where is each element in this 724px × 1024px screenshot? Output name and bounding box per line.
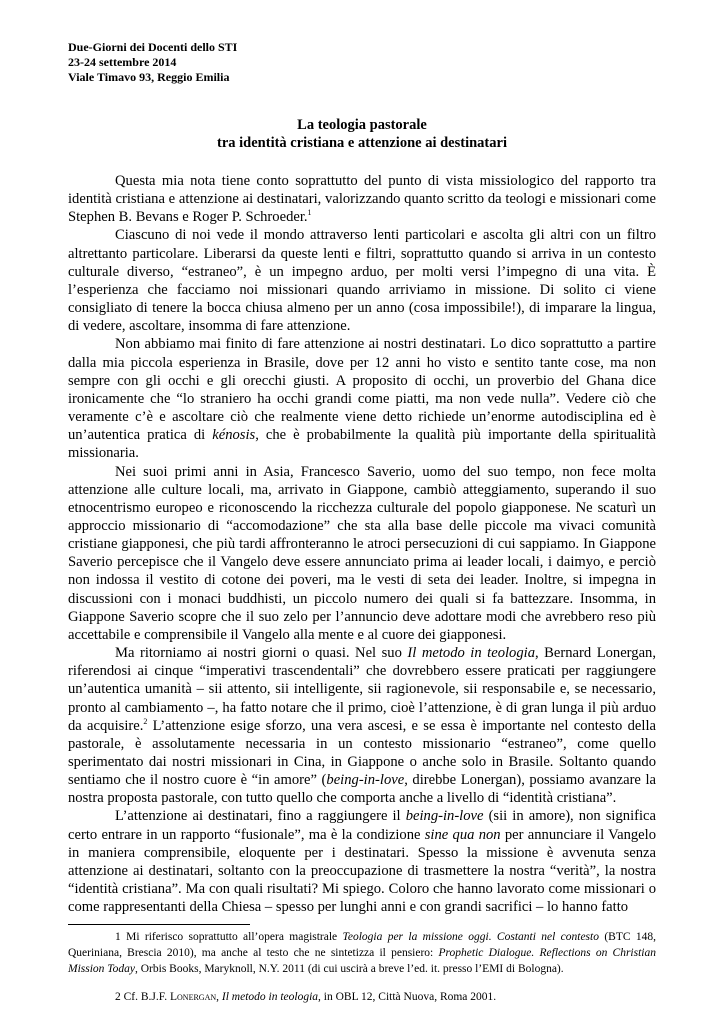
- header-event-address: Viale Timavo 93, Reggio Emilia: [68, 70, 230, 84]
- footnote-text: Cf. B.J.F.: [120, 991, 170, 1004]
- footnotes: [68, 929, 656, 1005]
- footnote-text: ,: [216, 991, 222, 1004]
- italic-book-title: Teologia per la missione oggi. Costanti nel contesto: [342, 931, 599, 944]
- footnote-ref-1[interactable]: 1: [307, 208, 312, 218]
- footnote-2: [68, 989, 656, 1005]
- footnote-number: 2: [115, 991, 121, 1004]
- paragraph-text: L’attenzione ai destinatari, fino a raggiungere il: [115, 808, 406, 825]
- title-line-2: tra identità cristiana e attenzione ai destinatari: [217, 135, 507, 151]
- paragraph-text: , Bernard Lonergan, riferendosi ai cinque “imperativi trascendentali” che dovrebbero essere praticati per raggiungere un’autentica umanità – sii attento, sii intelligente, sii ragionevole, sii responsabile e, se necessario, pronto al cambiamento –, ha fatto notare che il primo, cioè l’attenzione, è di gran lunga il più arduo da acquisire.: [68, 645, 656, 734]
- paragraph-text: per annunciare il Vangelo in maniera comprensibile, eloquente per i destinatari. Spesso la missione è avvenuta senza attenzione ai destinatari, soltanto con la preoccupazione di trasmettere la nostra “verità”, la nostra “identità cristiana”. Ma con quali risultati? Mi spiego. Coloro che hanno lavorato come missionari o come rappresentanti della Chiesa – spesso per lunghi anni e con grandi sacrifici – lo hanno fatto: [68, 826, 656, 916]
- paragraph-4: [68, 463, 656, 645]
- header-event-name: Due-Giorni dei Docenti dello STI: [68, 40, 238, 54]
- document-header: [68, 40, 656, 85]
- paragraph-3: [68, 335, 656, 462]
- paragraph-text: L’attenzione esige sforzo, una vera ascesi, e se essa è importante nel contesto della pastorale, è assolutamente necessaria in un contesto missionario “estraneo”, come quello sperimentato dai nostri missionari in Cina, in Giappone o anche solo in Brasile. Soltanto quando sentiamo che il nostro cuore è “in amore” (: [68, 717, 656, 789]
- paragraph-5: [68, 644, 656, 807]
- italic-book-title: Il metodo in teologia: [221, 991, 319, 1004]
- paragraph-text: Questa mia nota tiene conto soprattutto del punto di vista missiologico del rapporto tra identità cristiana e attenzione ai destinatari, valorizzando quanto scritto da teologi e missionari come Stephen B. Bevans e Roger P. Schroeder.: [68, 173, 656, 226]
- paragraph-2: [68, 226, 656, 335]
- paragraph-text: Nei suoi primi anni in Asia, Francesco Saverio, uomo del suo tempo, non fece molta attenzione alle culture locali, ma, arrivato in Giappone, cambiò atteggiamento, superando il suo etnocentrismo europeo e riconoscendo la ricchezza culturale del popolo giapponese. Ne scaturì un approccio missionario di “accomodazione” che sta alla base delle piccole ma vivaci comunità cristiane giapponesi, che più tardi affronteranno le atroci persecuzioni di cui sappiamo. In Giappone Saverio percepisce che il Vangelo deve essere annunciato prima ai leader locali, i daimyo, e perciò non indossa il vestito di cotone dei poveri, ma le vesti di seta dei leader. Inoltre, si impegna in discussioni con i monaci buddhisti, un piccolo numero dei quali si fa battezzare. Insomma, in Giappone Saverio scopre che il suo zelo per l’annuncio deve adottare modi che avrebbero reso più accettabile e comprensibile il Vangelo alla mente e al cuore dei giapponesi.: [68, 463, 656, 643]
- italic-term: sine qua non: [424, 826, 501, 843]
- paragraph-text: Ciascuno di noi vede il mondo attraverso lenti particolari e ascolta gli altri con un filtro altrettanto particolare. Liberarsi da queste lenti e filtri, soprattutto quando si arriva in un contesto culturale diverso, “estraneo”, è un impegno arduo, per molti versi l’impegno di una vita. È l’esperienza che facciamo noi missionari quando arriviamo in missione. Di solito ci viene consigliato di tenere la bocca chiusa almeno per un anno (cosa impossibile!), di imparare la lingua, di vedere, ascoltare, insomma di fare attenzione.: [68, 227, 656, 335]
- paragraph-text: (sii in amore), non significa certo entrare in un rapporto “fusionale”, ma è la condizione: [68, 808, 656, 843]
- paragraph-text: , direbbe Lonergan), possiamo avanzare la nostra proposta pastorale, con tutto quello che comporta anche a livello di “identità cristiana”.: [68, 772, 656, 807]
- title-line-1: La teologia pastorale: [297, 117, 427, 133]
- paragraph-text: Ma ritorniamo ai nostri giorni o quasi. Nel suo: [115, 645, 408, 662]
- paragraph-text: Non abbiamo mai finito di fare attenzione ai nostri destinatari. Lo dico soprattutto a partire dalla mia piccola esperienza in Brasile, dove per 12 anni ho visto e sentito tante cose, ma non sempre con gli occhi e gli orecchi giusti. A proposito di occhi, un proverbio del Ghana dice ironicamente che “lo straniero ha occhi grandi come piatti, ma non vede nulla”. Vedere ciò che veramente c’è e ascoltare ciò che realmente viene detto richiede un’enorme autodisciplina ed è un’autentica pratica di: [68, 336, 656, 444]
- paragraph-1: [68, 172, 656, 226]
- header-event-date: 23-24 settembre 2014: [68, 55, 177, 69]
- italic-term: being-in-love: [326, 772, 405, 789]
- italic-term: being-in-love: [405, 808, 484, 825]
- italic-book-title: Il metodo in teologia: [407, 645, 536, 662]
- paragraph-6: [68, 807, 656, 916]
- italic-term: kénosis: [212, 427, 256, 444]
- footnote-text: , Orbis Books, Maryknoll, N.Y. 2011 (di cui uscirà a breve l’ed. it. presso l’EMI di Bologna).: [135, 963, 564, 976]
- footnote-text: , in OBL 12, Città Nuova, Roma 2001.: [318, 991, 497, 1004]
- italic-book-title: Prophetic Dialogue. Reflections on Christian Mission Today: [68, 947, 656, 976]
- footnote-text: Mi riferisco soprattutto all’opera magistrale: [120, 931, 343, 944]
- paragraph-text: , che è probabilmente la qualità più importante della spiritualità missionaria.: [68, 427, 656, 462]
- footnote-divider: [68, 924, 250, 925]
- footnote-number: 1: [115, 931, 121, 944]
- footnote-ref-2[interactable]: 2: [143, 716, 148, 726]
- footnote-text: (BTC 148, Queriniana, Brescia 2010), ma anche al testo che ne sintetizza il pensiero:: [68, 931, 656, 960]
- document-body: [68, 172, 656, 916]
- author-name: Lonergan: [170, 991, 217, 1004]
- document-title: [68, 116, 656, 152]
- footnote-1: [68, 929, 656, 977]
